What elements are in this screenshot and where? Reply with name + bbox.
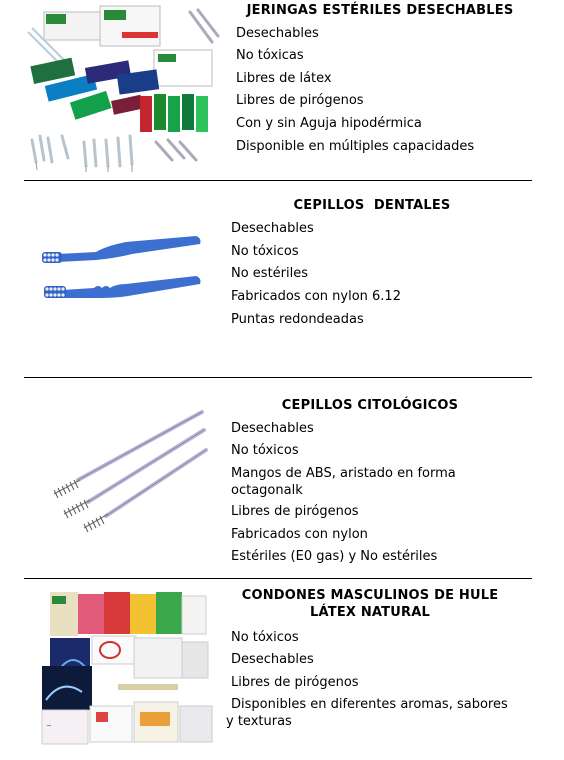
section-divider	[24, 578, 532, 579]
list-item: No tóxicos	[231, 443, 299, 458]
section-divider	[24, 180, 532, 181]
toothbrushes-photo	[36, 228, 206, 308]
section-title-condones: CONDONES MASCULINOS DE HULE LÁTEX NATURAL	[241, 588, 499, 620]
list-item: Mangos de ABS, aristado en forma octagonalk	[231, 466, 456, 498]
list-item: Desechables	[236, 26, 319, 41]
list-item: No tóxicos	[231, 630, 299, 645]
list-item: Libres de pirógenos	[231, 504, 359, 519]
condoms-product-photo	[22, 588, 222, 750]
list-item: Estériles (E0 gas) y No estériles	[231, 549, 438, 564]
section-title-jeringas: JERINGAS ESTÉRILES DESECHABLES	[246, 3, 514, 18]
list-item: Fabricados con nylon 6.12	[231, 289, 401, 304]
list-item: Fabricados con nylon	[231, 527, 368, 542]
list-item: No estériles	[231, 266, 309, 281]
cytology-brushes-photo	[46, 408, 210, 538]
list-item: Con y sin Aguja hipodérmica	[236, 116, 422, 131]
list-item: No tóxicos	[231, 244, 299, 259]
list-item: No tóxicas	[236, 48, 304, 63]
section-title-cepillos-dentales: CEPILLOS DENTALES	[293, 198, 451, 213]
list-item: Desechables	[231, 652, 314, 667]
syringes-product-photo	[22, 2, 222, 172]
section-title-cepillos-citologicos: CEPILLOS CITOLÓGICOS	[281, 398, 459, 413]
list-item: Disponible en múltiples capacidades	[236, 139, 475, 154]
list-item: Desechables	[231, 421, 314, 436]
list-item: Desechables	[231, 221, 314, 236]
svg-text:~: ~	[46, 722, 52, 730]
list-item: Disponibles en diferentes aromas, sabores y texturas	[226, 697, 508, 729]
list-item: Libres de látex	[236, 71, 332, 86]
list-item: Libres de pirógenos	[236, 93, 364, 108]
list-item: Puntas redondeadas	[231, 312, 364, 327]
list-item: Libres de pirógenos	[231, 675, 359, 690]
section-divider	[24, 377, 532, 378]
